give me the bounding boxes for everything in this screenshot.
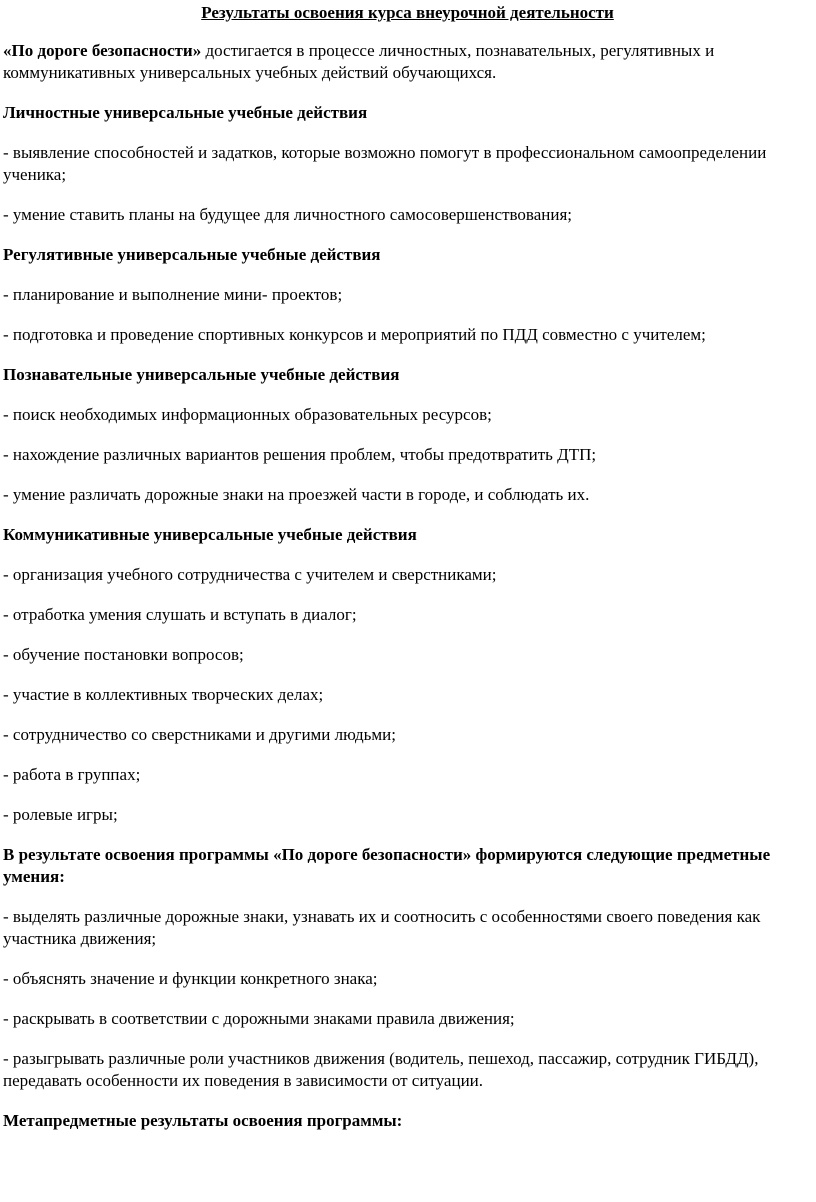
list-item: - подготовка и проведение спортивных конкурсов и мероприятий по ПДД совместно с учителем; — [3, 325, 706, 344]
list-item: - умение различать дорожные знаки на проезжей части в городе, и соблюдать их. — [3, 485, 590, 504]
list-item: - нахождение различных вариантов решения проблем, чтобы предотвратить ДТП; — [3, 445, 597, 464]
section-heading-metasubject: Метапредметные результаты освоения программы: — [3, 1111, 403, 1130]
section-heading-subject-skills: В результате освоения программы «По дороге безопасности» формируются следующие предметные умения: — [3, 845, 771, 886]
list-item: - разыгрывать различные роли участников движения (водитель, пешеход, пассажир, сотрудник ГИБДД), передавать особенности их поведения в зависимости от ситуации. — [3, 1049, 759, 1090]
list-item: - раскрывать в соответствии с дорожными знаками правила движения; — [3, 1009, 515, 1028]
list-item: - сотрудничество со сверстниками и другими людьми; — [3, 725, 396, 744]
list-item: - объяснять значение и функции конкретного знака; — [3, 969, 378, 988]
list-item: - участие в коллективных творческих делах; — [3, 685, 324, 704]
section-heading-personal: Личностные универсальные учебные действия — [3, 103, 368, 122]
list-item: - планирование и выполнение мини- проектов; — [3, 285, 343, 304]
list-item: - умение ставить планы на будущее для личностного самосовершенствования; — [3, 205, 572, 224]
intro-paragraph — [3, 40, 812, 84]
section-heading-cognitive: Познавательные универсальные учебные действия — [3, 365, 400, 384]
document-title: Результаты освоения курса внеурочной деятельности — [201, 3, 614, 22]
section-heading-communicative: Коммуникативные универсальные учебные действия — [3, 525, 417, 544]
list-item: - отработка умения слушать и вступать в диалог; — [3, 605, 357, 624]
list-item: - выделять различные дорожные знаки, узнавать их и соотносить с особенностями своего поведения как участника движения; — [3, 907, 761, 948]
intro-text: достигается в процессе личностных, познавательных, регулятивных и коммуникативных универсальных учебных действий обучающихся. — [3, 41, 715, 82]
list-item: - выявление способностей и задатков, которые возможно помогут в профессиональном самоопределении ученика; — [3, 143, 767, 184]
intro-course-name: «По дороге безопасности» — [3, 41, 202, 60]
list-item: - поиск необходимых информационных образовательных ресурсов; — [3, 405, 492, 424]
list-item: - ролевые игры; — [3, 805, 118, 824]
list-item: - организация учебного сотрудничества с учителем и сверстниками; — [3, 565, 497, 584]
list-item: - обучение постановки вопросов; — [3, 645, 244, 664]
list-item: - работа в группах; — [3, 765, 141, 784]
section-heading-regulatory: Регулятивные универсальные учебные действия — [3, 245, 381, 264]
